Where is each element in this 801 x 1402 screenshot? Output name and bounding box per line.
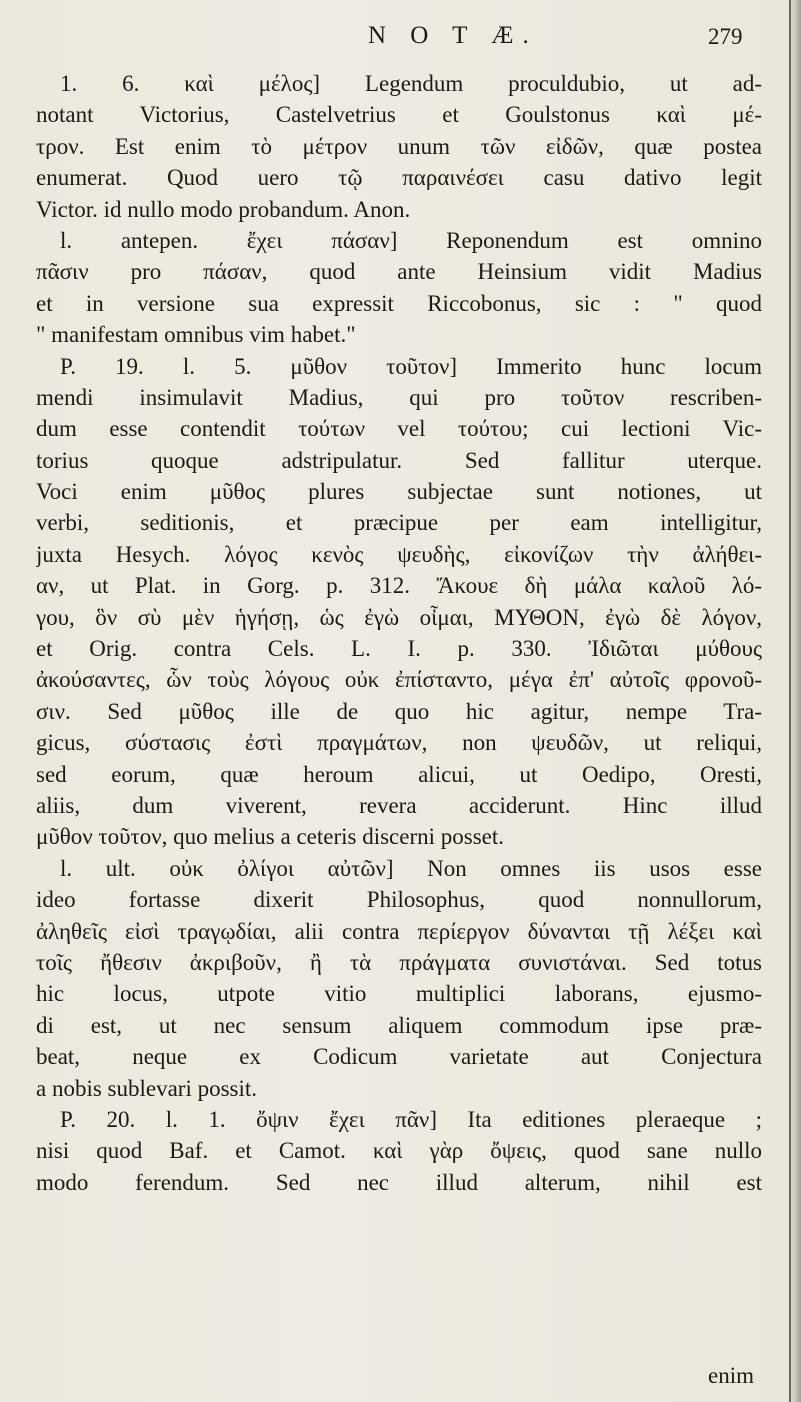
text-line: αν, ut Plat. in Gorg. p. 312. Ἄκουε δὴ μάλα καλοῦ λό-	[36, 573, 762, 599]
text-line: μῦθον τοῦτον, quo melius a ceteris discerni posset.	[36, 824, 505, 850]
text-line: dum esse contendit τούτων vel τούτου; cui lectioni Vic-	[36, 416, 762, 442]
text-line: " manifestam omnibus vim habet."	[36, 322, 356, 348]
text-line: πᾶσιν pro πάσαν, quod ante Heinsium vidit Madius	[36, 259, 762, 285]
text-line: ἀκούσαντες, ὧν τοὺς λόγους οὐκ ἐπίσταντο, μέγα ἐπ' αὐτοῖς φρονοῦ-	[36, 667, 762, 693]
text-line: γου, ὃν σὺ μὲν ἡγήσῃ, ὡς ἐγὼ οἶμαι, ΜΥΘΟΝ, ἐγὼ δὲ λόγον,	[36, 604, 762, 630]
text-line: τοῖς ἤθεσιν ἀκριβοῦν, ἢ τὰ πράγματα συνιστάναι. Sed totus	[36, 949, 762, 975]
text-line: ἀληθεῖς εἰσὶ τραγῳδίαι, alii contra περίεργον δύνανται τῇ λέξει καὶ	[36, 918, 762, 944]
text-line: mendi insimulavit Madius, qui pro τοῦτον rescriben-	[36, 384, 762, 410]
text-line: di est, ut nec sensum aliquem commodum ipse præ-	[36, 1012, 762, 1038]
text-line: enumerat. Quod uero τῷ παραινέσει casu dativo legit	[36, 165, 762, 191]
catchword: enim	[708, 1363, 754, 1388]
text-line: sed eorum, quæ heroum alicui, ut Oedipo, Oresti,	[36, 761, 762, 787]
page-edge-line	[789, 0, 791, 1402]
text-line: hic locus, utpote vitio multiplici laborans, ejusmo-	[36, 981, 762, 1007]
text-line: modo ferendum. Sed nec illud alterum, nihil est	[36, 1169, 762, 1195]
text-line: aliis, dum viverent, revera acciderunt. Hinc illud	[36, 792, 762, 818]
text-line: a nobis sublevari possit.	[36, 1075, 258, 1101]
notes-body	[36, 68, 762, 1198]
text-line: τρον. Est enim τὸ μέτρον unum τῶν εἰδῶν, quæ postea	[36, 133, 762, 159]
text-line: torius quoque adstripulatur. Sed fallitur uterque.	[36, 447, 762, 473]
text-line: ideo fortasse dixerit Philosophus, quod nonnullorum,	[36, 887, 762, 913]
text-line: P. 19. l. 5. μῦθον τοῦτον] Immerito hunc locum	[60, 353, 762, 379]
text-line: Voci enim μῦθος plures subjectae sunt notiones, ut	[36, 479, 762, 505]
text-line: gicus, σύστασις ἐστὶ πραγμάτων, non ψευδῶν, ut reliqui,	[36, 730, 762, 756]
text-line: notant Victorius, Castelvetrius et Goulstonus καὶ μέ-	[36, 102, 762, 128]
text-line: σιν. Sed μῦθος ille de quo hic agitur, nempe Tra-	[36, 698, 762, 724]
text-line: et in versione sua expressit Riccobonus, sic : " quod	[36, 290, 762, 316]
text-line: l. ult. οὐκ ὀλίγοι αὐτῶν] Non omnes iis usos esse	[60, 855, 762, 881]
running-title: N O T Æ.	[368, 22, 538, 49]
text-line: P. 20. l. 1. ὄψιν ἔχει πᾶν] Ita editiones pleraeque ;	[60, 1106, 762, 1132]
page-number: 279	[708, 24, 743, 49]
text-line: 1. 6. καὶ μέλος] Legendum proculdubio, ut ad-	[60, 71, 762, 96]
text-line: nisi quod Baf. et Camot. καὶ γὰρ ὄψεις, quod sane nullo	[36, 1138, 762, 1164]
text-line: Victor. id nullo modo probandum. Anon.	[36, 196, 411, 222]
text-line: verbi, seditionis, et præcipue per eam intelligitur,	[36, 510, 762, 536]
page-header	[0, 20, 801, 60]
text-line: l. antepen. ἔχει πάσαν] Reponendum est omnino	[60, 227, 762, 253]
text-line: juxta Hesych. λόγος κενὸς ψευδὴς, εἰκονίζων τὴν ἀλήθει-	[36, 541, 762, 567]
text-line: et Orig. contra Cels. L. I. p. 330. Ἰδιῶται μύθους	[36, 636, 762, 662]
text-line: beat, neque ex Codicum varietate aut Conjectura	[36, 1044, 762, 1070]
